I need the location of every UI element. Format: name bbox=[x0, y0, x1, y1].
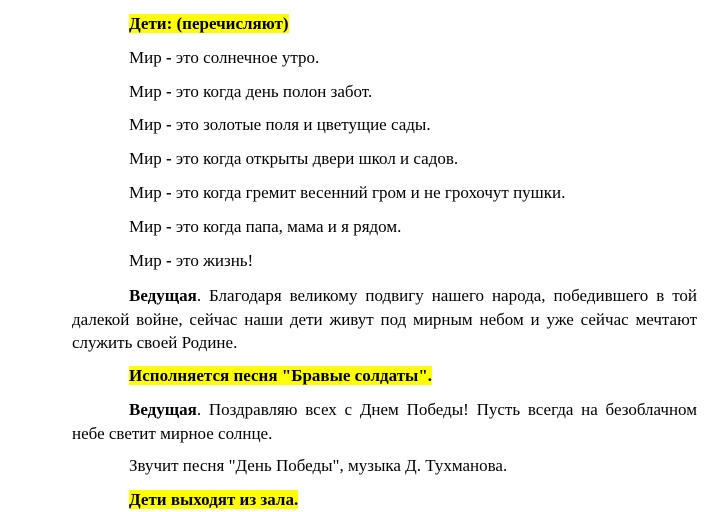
mir-dash: - bbox=[161, 48, 176, 67]
mir-dash: - bbox=[161, 217, 176, 236]
speaker-name: Ведущая bbox=[129, 400, 197, 419]
mir-word: Мир bbox=[129, 183, 162, 202]
heading-children-list bbox=[129, 14, 289, 34]
mir-text: это жизнь! bbox=[175, 251, 254, 270]
mir-text: это солнечное утро. bbox=[175, 48, 320, 67]
highlighted-exit: Дети выходят из зала. bbox=[129, 490, 299, 509]
mir-dash: - bbox=[161, 251, 176, 270]
highlighted-heading: Дети: (перечисляют) bbox=[129, 14, 289, 33]
mir-text: это когда открыты двери школ и садов. bbox=[175, 149, 459, 168]
mir-line-2 bbox=[129, 82, 372, 102]
mir-line-7 bbox=[129, 251, 253, 271]
mir-text: это когда день полон забот. bbox=[175, 82, 373, 101]
song-announcement-2 bbox=[129, 456, 507, 476]
mir-line-1 bbox=[129, 48, 319, 68]
mir-dash: - bbox=[161, 183, 176, 202]
mir-word: Мир bbox=[129, 48, 162, 67]
speaker-name: Ведущая bbox=[129, 286, 197, 305]
speech-text: . Поздравляю всех с Днем Победы! Пусть всегда на безоблачном небе светит мирное солнце. bbox=[72, 400, 697, 443]
speech-text: . Благодаря великому подвигу нашего народа, победившего в той далекой войне, сейчас наши дети живут под мирным небом и уже сейчас мечтают служить своей Родине. bbox=[72, 286, 697, 352]
mir-line-3 bbox=[129, 115, 431, 135]
speech-paragraph-2 bbox=[72, 398, 697, 445]
mir-word: Мир bbox=[129, 251, 162, 270]
mir-line-4 bbox=[129, 149, 458, 169]
mir-dash: - bbox=[161, 82, 176, 101]
mir-word: Мир bbox=[129, 217, 162, 236]
mir-text: это золотые поля и цветущие сады. bbox=[175, 115, 431, 134]
mir-line-6 bbox=[129, 217, 401, 237]
highlighted-song: Исполняется песня "Бравые солдаты". bbox=[129, 366, 433, 385]
mir-word: Мир bbox=[129, 82, 162, 101]
mir-dash: - bbox=[161, 149, 176, 168]
mir-word: Мир bbox=[129, 149, 162, 168]
song-text: Звучит песня "День Победы", музыка Д. Тухманова. bbox=[129, 456, 508, 475]
mir-line-5 bbox=[129, 183, 565, 203]
mir-text: это когда гремит весенний гром и не грохочут пушки. bbox=[175, 183, 566, 202]
speech-paragraph-1 bbox=[72, 284, 697, 355]
mir-word: Мир bbox=[129, 115, 162, 134]
children-exit bbox=[129, 490, 298, 510]
mir-text: это когда папа, мама и я рядом. bbox=[175, 217, 402, 236]
mir-dash: - bbox=[161, 115, 176, 134]
song-announcement-1 bbox=[129, 366, 432, 386]
